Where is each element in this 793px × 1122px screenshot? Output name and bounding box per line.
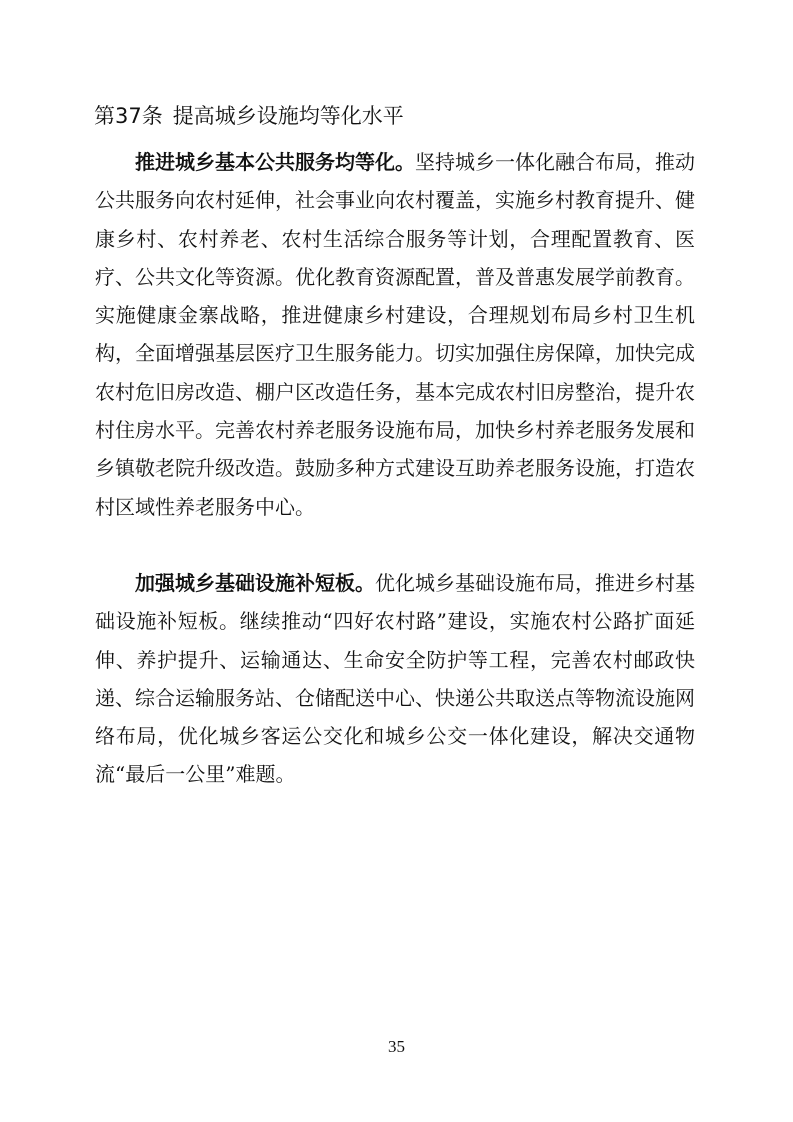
- paragraph-public-services: [95, 143, 695, 526]
- article-title: 提高城乡设施均等化水平: [172, 104, 404, 128]
- paragraph-body: 坚持城乡一体化融合布局，推动公共服务向农村延伸，社会事业向农村覆盖，实施乡村教育提升、健康乡村、农村养老、农村生活综合服务等计划，合理配置教育、医疗、公共文化等资源。优化教育资源配置，普及普惠发展学前教育。实施健康金寨战略，推进健康乡村建设，合理规划布局乡村卫生机构，全面增强基层医疗卫生服务能力。切实加强住房保障，加快完成农村危旧房改造、棚户区改造任务，基本完成农村旧房整治，提升农村住房水平。完善农村养老服务设施布局，加快乡村养老服务发展和乡镇敬老院升级改造。鼓励多种方式建设互助养老服务设施，打造农村区域性养老服务中心。: [95, 150, 695, 519]
- paragraph-lead: 推进城乡基本公共服务均等化。: [135, 150, 415, 174]
- article-number: 第37条: [94, 104, 163, 128]
- article-heading: [94, 101, 714, 131]
- paragraph-lead: 加强城乡基础设施补短板。: [135, 571, 375, 595]
- paragraph-infrastructure: [95, 564, 695, 794]
- paragraph-body: 优化城乡基础设施布局，推进乡村基础设施补短板。继续推动“四好农村路”建设，实施农村公路扩面延伸、养护提升、运输通达、生命安全防护等工程，完善农村邮政快递、综合运输服务站、仓储配送中心、快递公共取送点等物流设施网络布局，优化城乡客运公交化和城乡公交一体化建设，解决交通物流“最后一公里”难题。: [95, 571, 695, 787]
- page-number: 35: [388, 1037, 405, 1056]
